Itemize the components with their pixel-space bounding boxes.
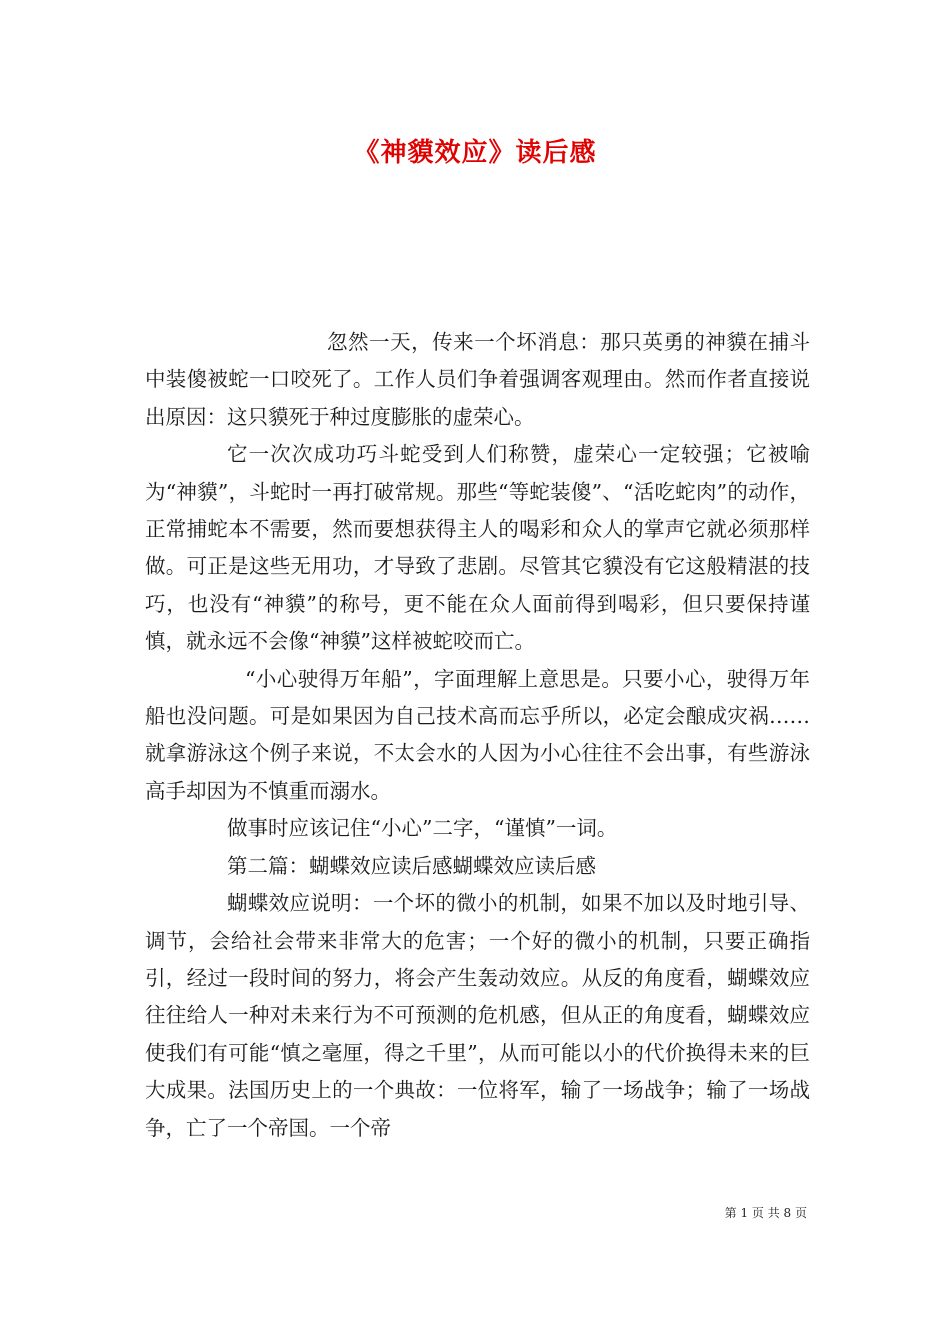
document-title: 《神貘效应》读后感 — [353, 138, 597, 168]
document-body — [145, 324, 810, 1147]
paragraph-4: 做事时应该记住“小心”二字，“谨慎”一词。 — [227, 816, 618, 841]
page-number: 第 1 页 共 8 页 — [724, 1206, 807, 1220]
paragraph-6: 蝴蝶效应说明：一个坏的微小的机制，如果不加以及时地引导、调节，会给社会带来非常大的危害；一个好的微小的机制，只要正确指引，经过一段时间的努力，将会产生轰动效应。从反的角度看，蝴蝶效应往往给人一种对未来行为不可预测的危机感，但从正的角度看，蝴蝶效应使我们有可能“慎之毫厘，得之千里”，从而可能以小的代价换得未来的巨大成果。法国历史上的一个典故：一位将军，输了一场战争；输了一场战争，亡了一个帝国。一个帝 — [145, 891, 810, 1140]
paragraph-1: 忽然一天，传来一个坏消息：那只英勇的神貘在捕斗中装傻被蛇一口咬死了。工作人员们争着强调客观理由。然而作者直接说出原因：这只貘死于种过度膨胀的虚荣心。 — [145, 330, 810, 429]
paragraph-2: 它一次次成功巧斗蛇受到人们称赞，虚荣心一定较强；它被喻为“神貘”，斗蛇时一再打破常规。那些“等蛇装傻”、“活吃蛇肉”的动作，正常捕蛇本不需要，然而要想获得主人的喝彩和众人的掌声它就必须那样做。可正是这些无用功，才导致了悲剧。尽管其它貘没有它这般精湛的技巧，也没有“神貘”的称号，更不能在众人面前得到喝彩，但只要保持谨慎，就永远不会像“神貘”这样被蛇咬而亡。 — [145, 442, 810, 654]
paragraph-5: 第二篇：蝴蝶效应读后感蝴蝶效应读后感 — [227, 853, 596, 878]
paragraph-3: “小心驶得万年船”，字面理解上意思是。只要小心，驶得万年船也没问题。可是如果因为自己技术高而忘乎所以，必定会酿成灾祸……就拿游泳这个例子来说，不太会水的人因为小心往往不会出事，有些游泳高手却因为不慎重而溺水。 — [145, 666, 810, 803]
